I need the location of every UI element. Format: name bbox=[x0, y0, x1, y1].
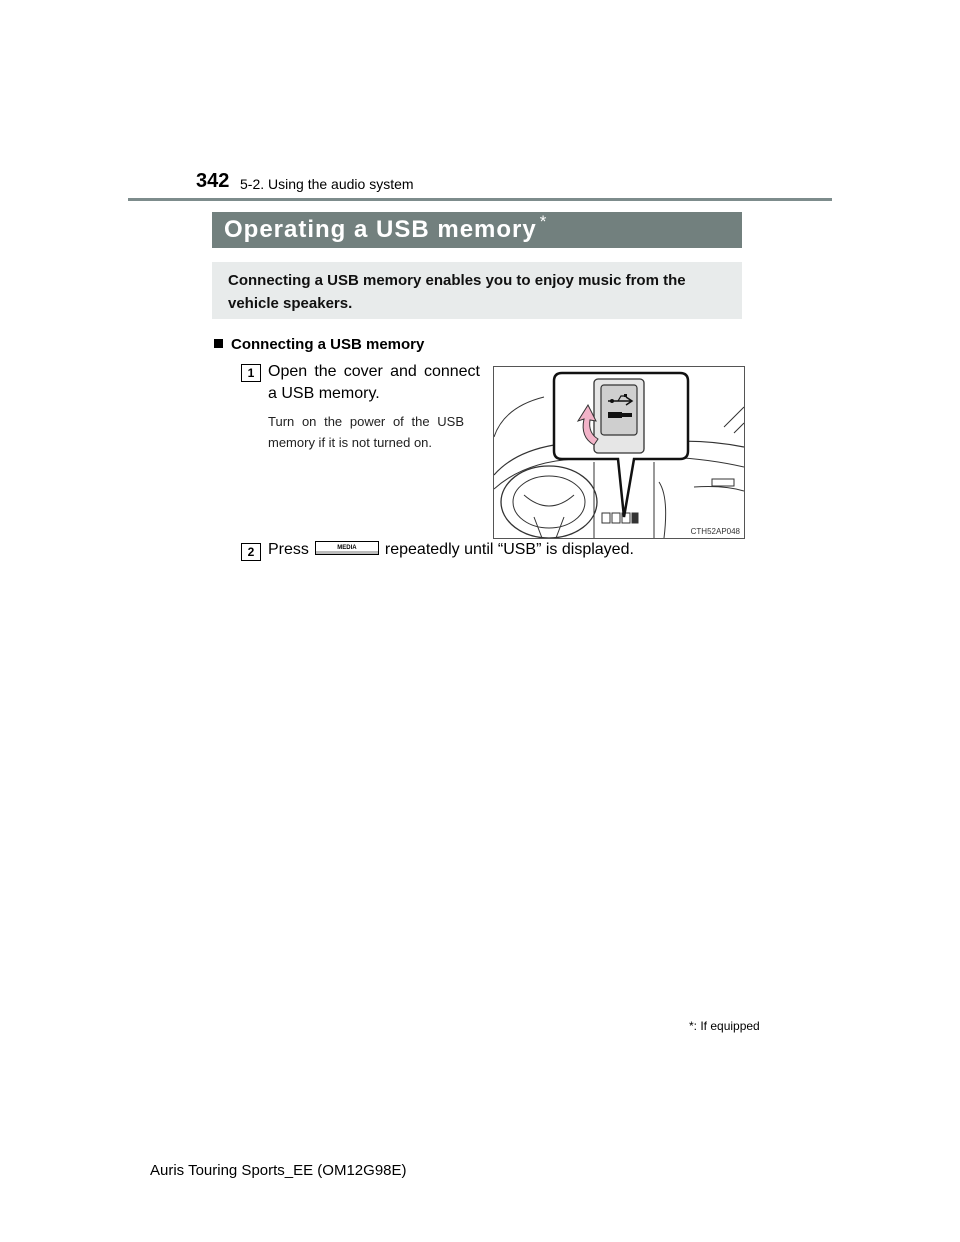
media-button-icon: MEDIA bbox=[315, 541, 379, 555]
step-1-note: Turn on the power of the USB memory if it is not turned on. bbox=[268, 414, 464, 450]
intro-box bbox=[212, 262, 742, 319]
step-2-text bbox=[268, 541, 634, 559]
step-2-number: 2 bbox=[241, 543, 261, 561]
usb-port-figure bbox=[493, 366, 745, 539]
bullet-icon bbox=[214, 339, 223, 348]
page-heading bbox=[224, 212, 548, 244]
section-title: 5-2. Using the audio system bbox=[240, 176, 414, 192]
footer-title: Auris Touring Sports_EE (OM12G98E) bbox=[150, 1162, 407, 1179]
dashboard-illustration bbox=[494, 367, 744, 538]
page-number: 342 bbox=[196, 170, 230, 192]
step-1-text: Open the cover and connect a USB memory. bbox=[268, 363, 480, 402]
footnote-marker: * bbox=[689, 1019, 694, 1033]
heading-footnote-marker: * bbox=[539, 212, 548, 231]
step-2-text-before: Press bbox=[268, 541, 309, 558]
footnote bbox=[689, 1019, 760, 1033]
figure-code: CTH52AP048 bbox=[690, 527, 740, 536]
subheading-label: Connecting a USB memory bbox=[231, 336, 425, 353]
heading-title: Operating a USB memory bbox=[224, 216, 537, 243]
footnote-text: : If equipped bbox=[693, 1019, 760, 1033]
intro-text: Connecting a USB memory enables you to enjoy music from the vehicle speakers. bbox=[228, 272, 686, 312]
subheading bbox=[214, 336, 424, 353]
header-divider bbox=[128, 198, 832, 201]
heading-bar bbox=[212, 212, 742, 248]
step-1-number: 1 bbox=[241, 364, 261, 382]
step-2-text-after: repeatedly until “USB” is displayed. bbox=[384, 541, 634, 558]
